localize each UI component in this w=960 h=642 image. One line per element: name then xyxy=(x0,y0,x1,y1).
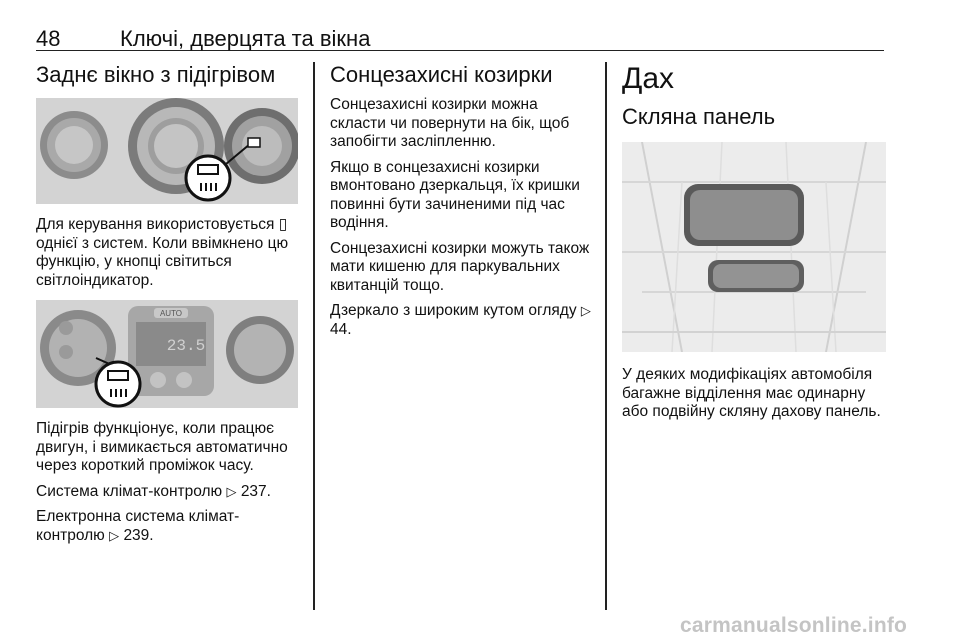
arrow-ref-icon: ▷ xyxy=(109,527,120,543)
arrow-ref-icon: ▷ xyxy=(226,483,237,499)
paragraph: Підігрів функціонує, коли працює двигун, і вимикається автоматично через короткий проміжок часу. xyxy=(36,420,288,474)
column-divider xyxy=(313,62,315,610)
paragraph xyxy=(36,483,298,502)
watermark: carmanualsonline.info xyxy=(680,614,908,637)
glass-roof-figure xyxy=(622,142,886,352)
section-heading: Сонцезахисні козирки xyxy=(330,62,553,87)
subsection-heading: Скляна панель xyxy=(622,104,776,129)
paragraph xyxy=(36,508,298,545)
auto-label: AUTO xyxy=(159,309,183,318)
roof-illustration xyxy=(622,142,886,352)
chapter-title: Ключі, дверцята та вікна xyxy=(120,26,371,51)
paragraph xyxy=(330,302,592,339)
paragraph: Сонцезахисні козирки можна скласти чи повернути на бік, щоб запобігти засліпленню. xyxy=(330,96,570,150)
page-number: 48 xyxy=(36,26,61,51)
page-reference: 44. xyxy=(330,320,352,338)
climate-control-figure-2 xyxy=(36,300,298,408)
paragraph: Якщо в сонцезахисні козирки вмонтовано дзеркальця, їх кришки повинні бути зачиненими під час водіння. xyxy=(330,158,580,231)
temperature-display: 23.5 xyxy=(166,337,206,355)
paragraph: Для керування використовується ▯ однієї з систем. Коли ввімкнено цю функцію, у кнопці світиться світлоіндикатор. xyxy=(36,216,289,289)
page-header xyxy=(36,26,884,51)
column-roof xyxy=(622,62,886,422)
reference-text: Система клімат-контролю xyxy=(36,482,223,500)
control-panel-illustration xyxy=(36,300,298,408)
page-reference: 237. xyxy=(240,482,271,500)
reference-text: Електронна система клімат-контролю xyxy=(36,508,240,544)
control-panel-illustration xyxy=(36,98,298,204)
page-reference: 239. xyxy=(123,526,154,544)
climate-control-figure-1 xyxy=(36,98,298,204)
paragraph: Сонцезахисні козирки можуть також мати кишеню для паркувальних квитанцій тощо. xyxy=(330,239,590,294)
section-heading: Заднє вікно з підігрівом xyxy=(36,62,276,87)
column-sun-visors xyxy=(330,62,592,339)
reference-text: Дзеркало з широким кутом огляду xyxy=(330,302,577,319)
paragraph: У деяких модифікаціях автомобіля багажне відділення має одинарну або подвійну скляну дахову панель. xyxy=(622,366,881,420)
section-heading: Дах xyxy=(622,62,675,95)
column-divider xyxy=(605,62,607,610)
arrow-ref-icon: ▷ xyxy=(580,303,591,318)
column-rear-window xyxy=(36,62,298,545)
